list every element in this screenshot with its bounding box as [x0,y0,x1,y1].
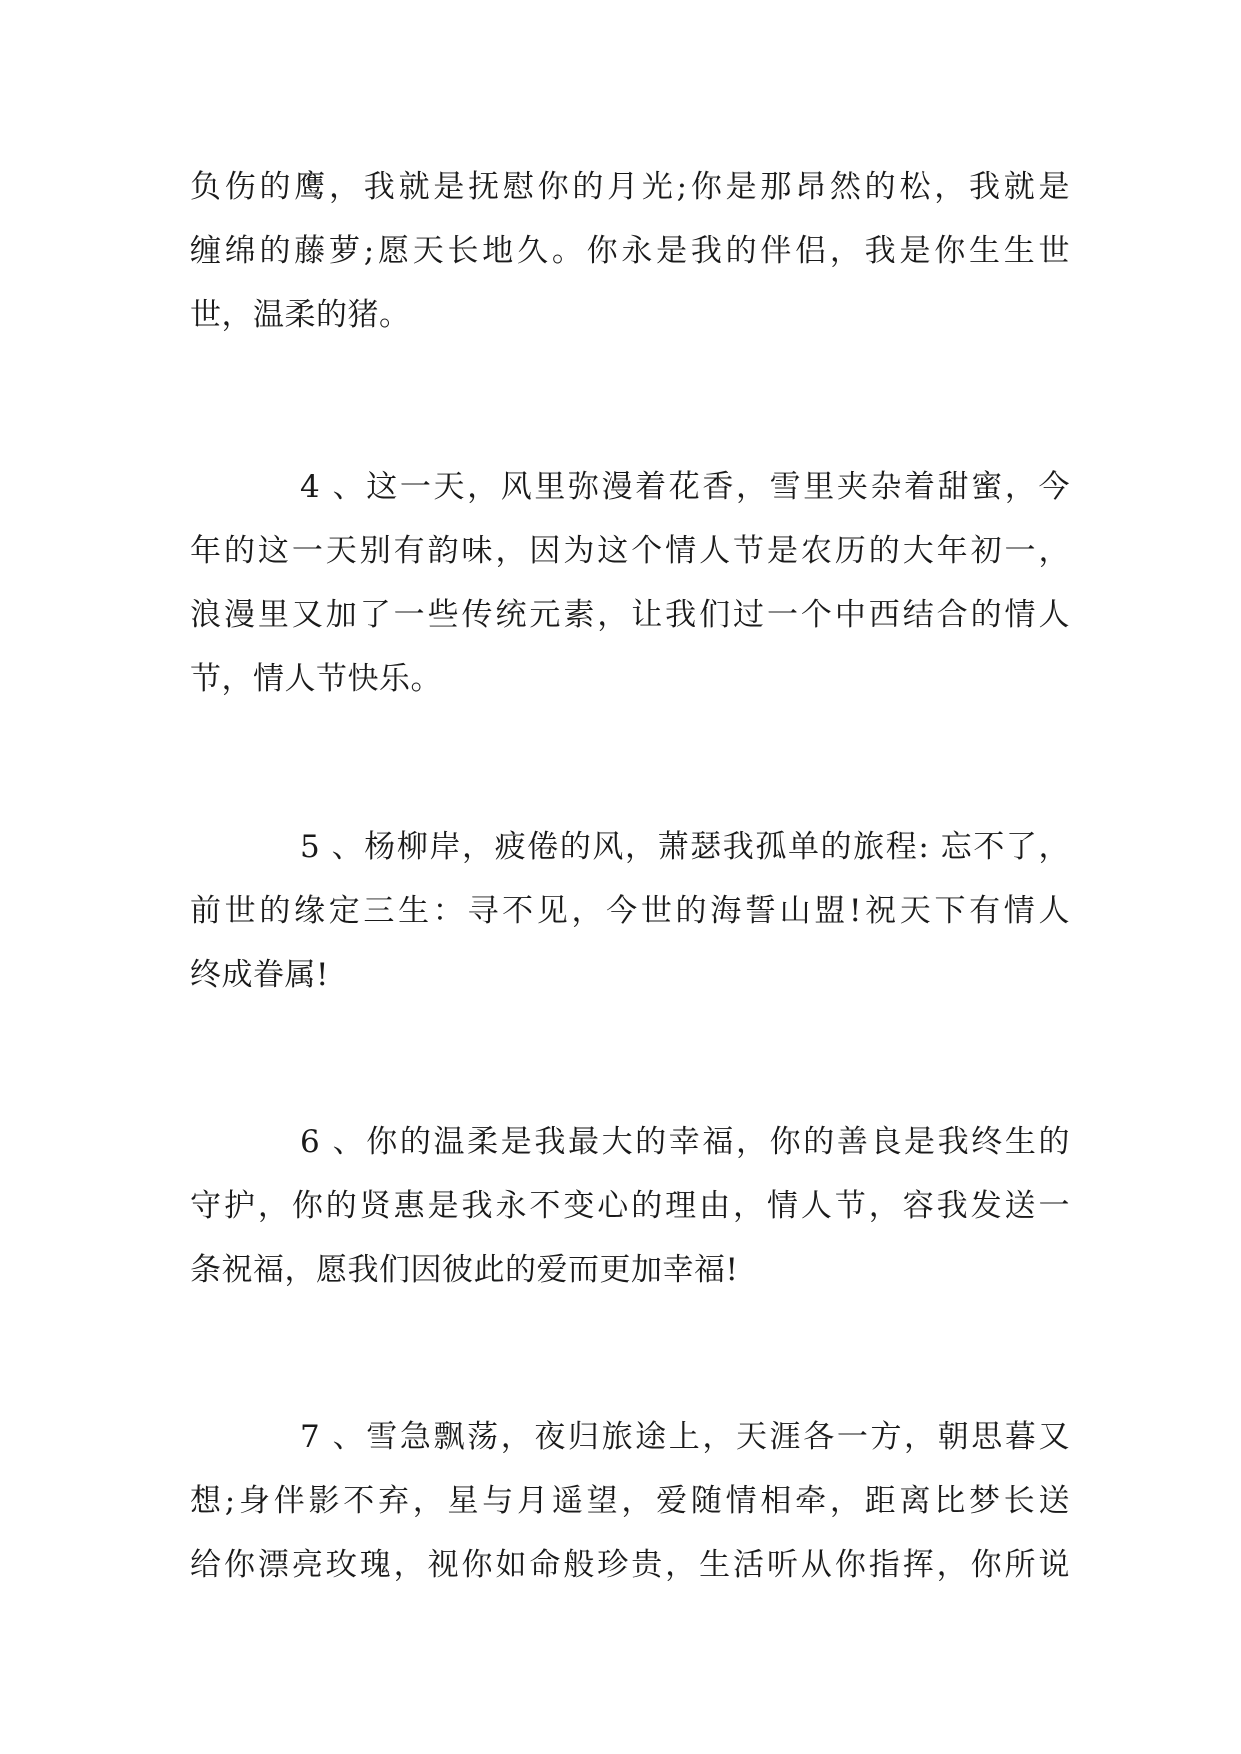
text-line: 负伤的鹰，我就是抚慰你的月光;你是那昂然的松，我就是 [190,169,1070,205]
paragraph-continued [190,155,1070,347]
text-line: 前世的缘定三生：寻不见，今世的海誓山盟!祝天下有情人 [190,893,1070,929]
text-line: 浪漫里又加了一些传统元素，让我们过一个中西结合的情人 [190,597,1070,633]
text-line: 年的这一天别有韵味，因为这个情人节是农历的大年初一， [190,533,1070,569]
text-line: 给你漂亮玫瑰，视你如命般珍贵，生活听从你指挥，你所说 [190,1547,1070,1583]
text-line: 终成眷属! [190,957,329,993]
text-line: 条祝福，愿我们因彼此的爱而更加幸福! [190,1252,739,1288]
paragraph-item-7 [190,1405,1070,1597]
text-line: 缠绵的藤萝;愿天长地久。你永是我的伴侣，我是你生生世 [190,233,1070,269]
text-line: 节，情人节快乐。 [190,661,442,697]
text-line: 7 、雪急飘荡，夜归旅途上，天涯各一方，朝思暮又 [300,1419,1070,1455]
text-line: 4 、这一天，风里弥漫着花香，雪里夹杂着甜蜜，今 [300,469,1070,505]
text-line: 世，温柔的猪。 [190,297,411,333]
paragraph-item-6 [190,1110,1070,1302]
text-line: 5 、杨柳岸，疲倦的风，萧瑟我孤单的旅程: 忘不了， [300,829,1070,865]
paragraph-item-4 [190,455,1070,711]
text-line: 想;身伴影不弃，星与月遥望，爱随情相牵，距离比梦长送 [190,1483,1070,1519]
paragraph-item-5 [190,815,1070,1007]
text-line: 守护，你的贤惠是我永不变心的理由，情人节，容我发送一 [190,1188,1070,1224]
text-line: 6 、你的温柔是我最大的幸福，你的善良是我终生的 [300,1124,1070,1160]
